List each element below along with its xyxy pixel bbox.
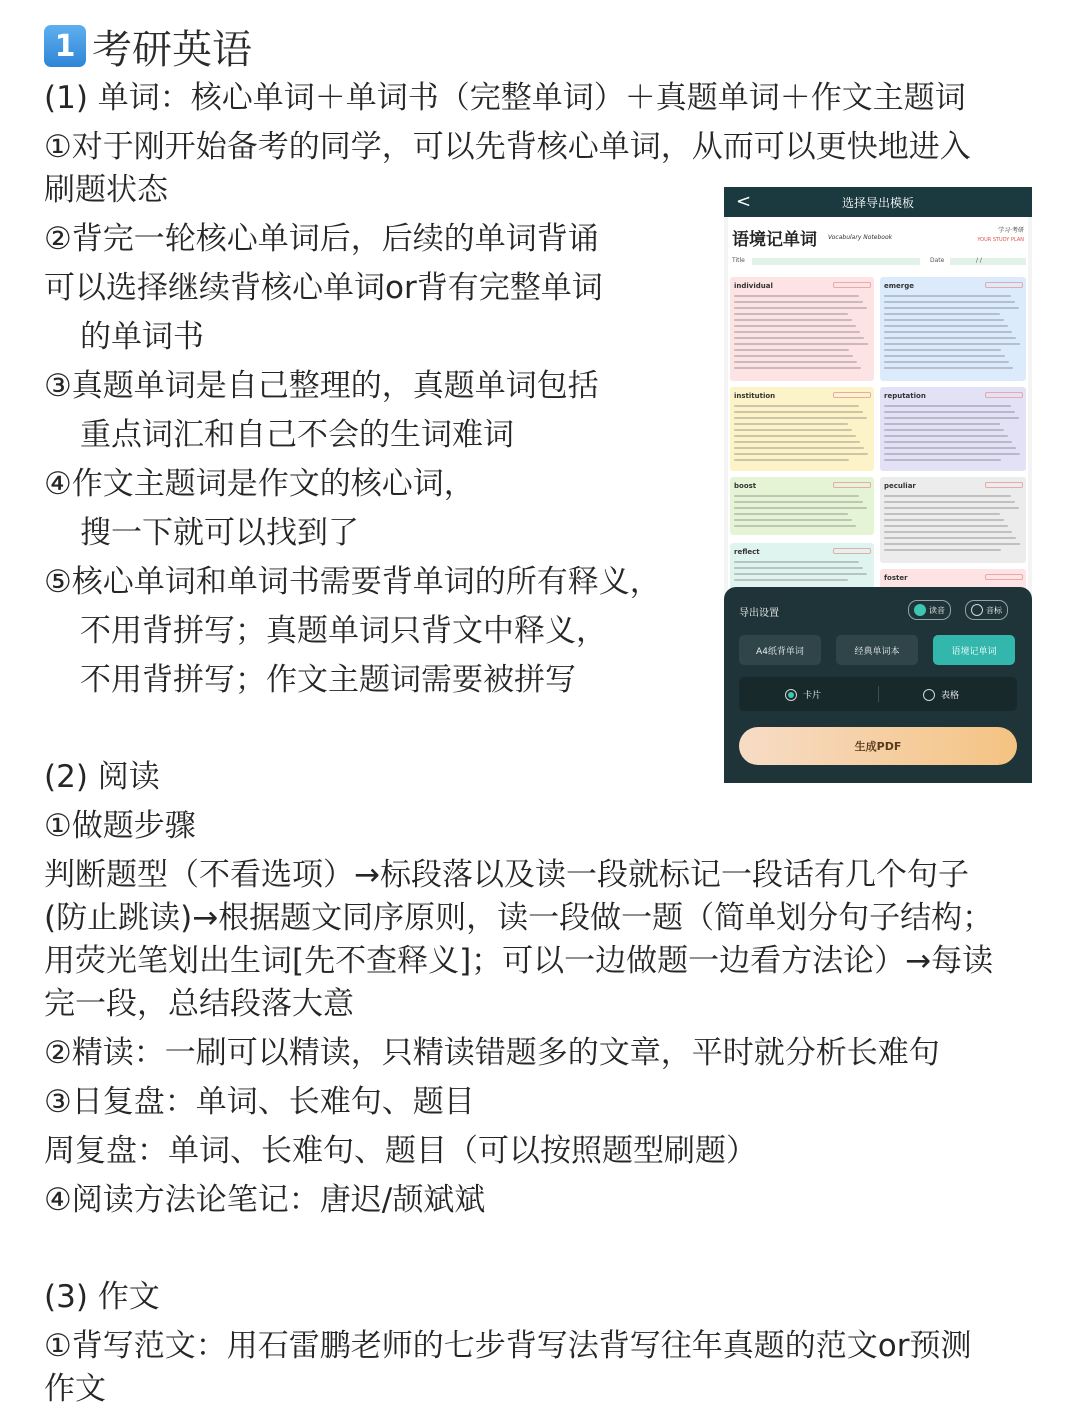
title-field-label: Title [732, 257, 745, 264]
card-text-line [884, 349, 1001, 351]
card-text-line [734, 405, 859, 407]
card-text-line [884, 367, 1013, 369]
divider [878, 686, 879, 702]
text-line: 可以选择继续背核心单词or背有完整单词 [44, 270, 603, 306]
card-tag [985, 482, 1023, 488]
card-text-line [734, 307, 867, 309]
template-context-button[interactable]: 语境记单词 [933, 635, 1015, 665]
text-line: ④阅读方法论笔记：唐迟/颉斌斌 [44, 1182, 486, 1218]
card-text-line [884, 525, 1008, 527]
card-text-line [884, 337, 1016, 339]
generate-pdf-button[interactable]: 生成PDF [739, 727, 1017, 765]
text-line: ①做题步骤 [44, 808, 196, 844]
word-card [880, 477, 1026, 563]
card-text-line [734, 573, 867, 575]
card-text-line [884, 447, 1016, 449]
export-template-screenshot [724, 187, 1032, 783]
panel-title: 导出设置 [739, 608, 779, 619]
card-text-line [884, 459, 1001, 461]
brand-label: 学习·考研 [998, 227, 1024, 234]
card-text-line [734, 453, 868, 455]
card-text-line [734, 295, 859, 297]
card-tag [985, 574, 1023, 580]
card-text-line [884, 519, 1004, 521]
card-text-line [884, 435, 1008, 437]
text-line: 用荧光笔划出生词[先不查释义]；可以一边做题一边看方法论）→每读 [44, 943, 994, 979]
card-text-line [884, 405, 1011, 407]
card-text-line [884, 543, 1020, 545]
card-text-line [734, 367, 861, 369]
card-text-line [884, 507, 1019, 509]
card-text-line [884, 301, 1015, 303]
card-word: boost [734, 482, 757, 490]
text-line: 搜一下就可以找到了 [80, 515, 359, 551]
radio-selected-icon [785, 689, 797, 701]
layout-card-label: 卡片 [803, 691, 822, 701]
card-text-line [734, 519, 852, 521]
date-field-bar [950, 258, 1026, 265]
card-word: reflect [734, 548, 760, 556]
card-tag [985, 282, 1023, 288]
word-card [730, 543, 874, 593]
circle-icon [971, 604, 983, 616]
card-text-line [734, 337, 864, 339]
card-text-line [884, 501, 1015, 503]
text-line: (防止跳读)→根据题文同序原则，读一段做一题（简单划分句子结构； [44, 900, 994, 936]
card-text-line [884, 453, 1020, 455]
card-tag [833, 282, 871, 288]
card-text-line [734, 319, 852, 321]
card-text-line [884, 423, 1000, 425]
card-word: emerge [884, 282, 914, 290]
card-text-line [734, 429, 852, 431]
text-line: 不用背拼写；作文主题词需要被拼写 [80, 662, 576, 698]
text-line: 周复盘：单词、长难句、题目（可以按照题型刷题） [44, 1133, 757, 1169]
card-text-line [884, 531, 1012, 533]
card-word: reputation [884, 392, 926, 400]
text-line: ⑤核心单词和单词书需要背单词的所有释义， [44, 564, 661, 600]
text-line: ③真题单词是自己整理的，真题单词包括 [44, 368, 599, 404]
card-text-line [884, 411, 1015, 413]
date-field-label: Date [930, 257, 945, 264]
card-text-line [734, 301, 863, 303]
date-field-value: / / [976, 257, 982, 264]
radio-unselected-icon [923, 689, 935, 701]
text-line: 重点词汇和自己不会的生词难词 [80, 417, 514, 453]
card-text-line [734, 423, 848, 425]
card-text-line [884, 331, 1012, 333]
check-icon [914, 604, 926, 616]
word-card [730, 277, 874, 381]
nav-bar [724, 187, 1032, 217]
phonetic-toggle-label: 音标 [986, 605, 1002, 615]
title-field-bar [752, 258, 920, 265]
brand-sublabel: YOUR STUDY PLAN [977, 237, 1024, 243]
card-text-line [734, 343, 868, 345]
writing-subheading: (3) 作文 [44, 1279, 160, 1315]
card-text-line [884, 429, 1004, 431]
section-heading [44, 20, 252, 72]
card-text-line [884, 325, 1008, 327]
layout-table-option[interactable] [923, 688, 959, 701]
text-line: ③日复盘：单词、长难句、题目 [44, 1084, 475, 1120]
words-subheading: (1) 单词：核心单词＋单词书（完整单词）＋真题单词＋作文主题词 [44, 80, 966, 116]
card-text-line [734, 411, 863, 413]
card-tag [833, 482, 871, 488]
card-text-line [734, 435, 856, 437]
word-card [730, 477, 874, 535]
reading-subheading: (2) 阅读 [44, 759, 160, 795]
card-tag [833, 392, 871, 398]
card-text-line [884, 441, 1012, 443]
card-text-line [884, 313, 1000, 315]
card-word: foster [884, 574, 908, 582]
card-text-line [884, 355, 1005, 357]
doc-subtitle: Vocabulary Notebook [828, 234, 893, 241]
card-text-line [734, 417, 867, 419]
text-line: ②精读：一刷可以精读，只精读错题多的文章，平时就分析长难句 [44, 1035, 940, 1071]
card-tag [985, 392, 1023, 398]
nav-title: 选择导出模板 [841, 196, 914, 210]
audio-toggle-label: 读音 [929, 605, 945, 615]
card-text-line [734, 513, 848, 515]
card-text-line [734, 349, 849, 351]
card-text-line [734, 331, 860, 333]
template-classic-button[interactable]: 经典单词本 [836, 635, 918, 665]
text-line: ④作文主题词是作文的核心词， [44, 466, 475, 502]
card-text-line [734, 495, 859, 497]
card-text-line [734, 441, 860, 443]
back-arrow-icon[interactable]: < [736, 191, 752, 212]
card-text-line [734, 459, 849, 461]
card-text-line [884, 513, 1000, 515]
card-text-line [734, 361, 857, 363]
card-text-line [734, 567, 863, 569]
word-card [880, 277, 1026, 381]
layout-card-option[interactable] [785, 688, 821, 701]
card-text-line [734, 561, 859, 563]
card-text-line [734, 325, 856, 327]
text-line: ①对于刚开始备考的同学，可以先背核心单词，从而可以更快地进入 [44, 129, 971, 165]
card-text-line [734, 579, 848, 581]
card-text-line [734, 525, 856, 527]
card-text-line [884, 361, 1009, 363]
word-card [880, 387, 1026, 471]
layout-table-label: 表格 [941, 691, 960, 701]
doc-title: 语境记单词 [732, 230, 817, 250]
card-word: institution [734, 392, 776, 400]
text-line: ②背完一轮核心单词后，后续的单词背诵 [44, 221, 599, 257]
card-word: peculiar [884, 482, 916, 490]
card-text-line [734, 447, 864, 449]
card-text-line [884, 495, 1011, 497]
card-tag [833, 548, 871, 554]
text-line: 不用背拼写；真题单词只背文中释义， [80, 613, 607, 649]
template-a4-button[interactable]: A4纸背单词 [739, 635, 821, 665]
phonetic-toggle[interactable] [965, 600, 1008, 620]
card-text-line [884, 549, 1001, 551]
card-text-line [734, 355, 853, 357]
card-text-line [734, 313, 848, 315]
card-text-line [884, 417, 1019, 419]
word-card [730, 387, 874, 471]
text-line: 的单词书 [80, 319, 204, 355]
card-text-line [734, 501, 863, 503]
card-text-line [884, 307, 1019, 309]
export-settings-panel [724, 587, 1032, 783]
card-text-line [884, 295, 1011, 297]
card-text-line [884, 537, 1016, 539]
audio-toggle[interactable] [908, 600, 951, 620]
section-title: 考研英语 [92, 26, 252, 73]
card-text-line [734, 507, 867, 509]
text-line: 作文 [44, 1371, 106, 1407]
text-line: 刷题状态 [44, 172, 168, 208]
text-line: ①背写范文：用石雷鹏老师的七步背写法背写往年真题的范文or预测 [44, 1328, 972, 1364]
text-line: 完一段，总结段落大意 [44, 986, 354, 1022]
card-text-line [884, 319, 1004, 321]
layout-selector [739, 677, 1017, 711]
card-word: individual [734, 282, 773, 290]
card-text-line [884, 343, 1020, 345]
number-one-badge: 1 [44, 25, 86, 67]
text-line: 判断题型（不看选项）→标段落以及读一段就标记一段话有几个句子 [44, 857, 969, 893]
